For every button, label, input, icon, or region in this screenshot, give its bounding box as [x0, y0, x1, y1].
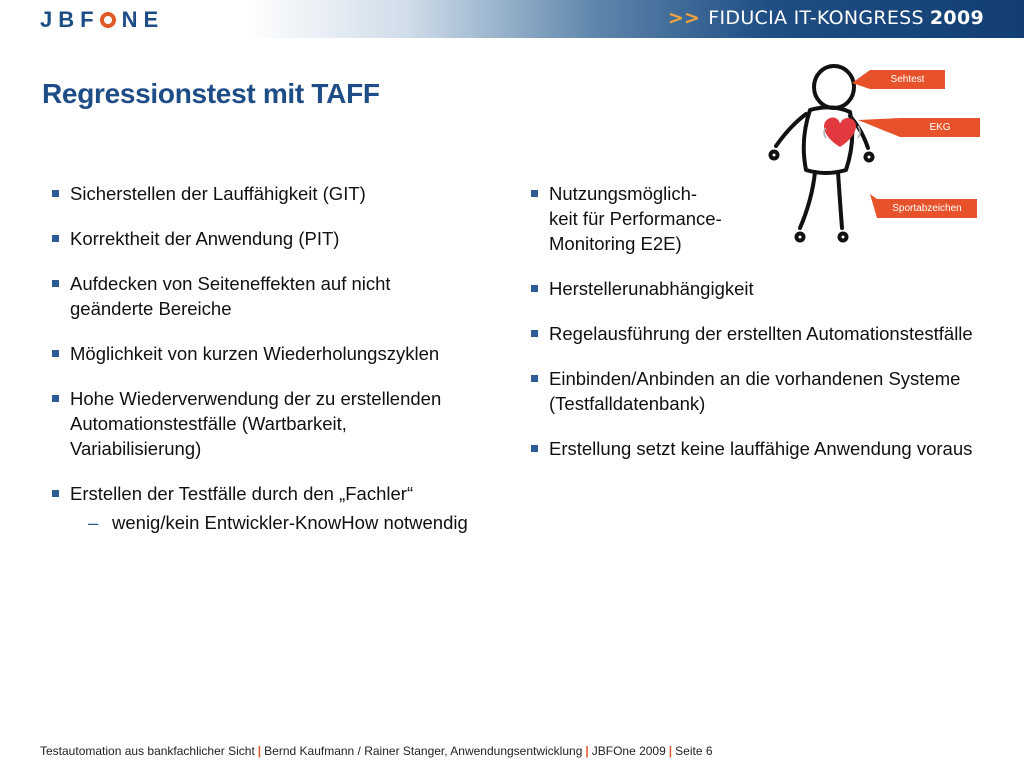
- list-item: [50, 226, 470, 251]
- sub-list-item-label: wenig/kein Entwickler-KnowHow notwendig: [112, 512, 468, 533]
- sub-list-item: [70, 510, 470, 535]
- callout-sehtest: Sehtest: [870, 70, 945, 89]
- bullet-square-icon: [52, 280, 59, 287]
- list-item-label: Erstellung setzt keine lauffähige Anwendung voraus: [549, 438, 973, 459]
- footer: [40, 744, 713, 758]
- heartbeat-wave-left: [824, 128, 826, 138]
- bullet-square-icon: [52, 350, 59, 357]
- bullet-square-icon: [52, 395, 59, 402]
- figure-left-foot: [797, 234, 804, 241]
- list-item: [50, 481, 470, 535]
- footer-authors: Bernd Kaufmann / Rainer Stanger, Anwendungsentwicklung: [264, 744, 583, 758]
- dash-icon: –: [88, 512, 99, 533]
- footer-separator: |: [257, 744, 262, 758]
- header-bar: [0, 0, 1024, 38]
- list-item-label: Einbinden/Anbinden an die vorhandenen Systeme (Testfalldatenbank): [549, 368, 961, 414]
- footer-separator: |: [668, 744, 673, 758]
- figure-left-leg: [800, 172, 815, 228]
- footer-company: JBFOne 2009: [591, 744, 666, 758]
- list-item-line: keit für Performance-: [549, 208, 722, 229]
- figure-left-arm: [776, 114, 806, 146]
- logo-ring-icon: [100, 12, 116, 28]
- figure-right-foot: [840, 234, 847, 241]
- list-item: [50, 271, 470, 321]
- bullet-square-icon: [531, 190, 538, 197]
- bullet-square-icon: [531, 285, 538, 292]
- list-item: [50, 341, 470, 366]
- jbfone-logo: [40, 8, 164, 32]
- list-item: [529, 436, 979, 461]
- list-item-label: Herstellerunabhängigkeit: [549, 278, 754, 299]
- list-item-label: Regelausführung der erstellten Automationstestfälle: [549, 323, 973, 344]
- bullet-square-icon: [52, 190, 59, 197]
- logo-text-start: JBF: [40, 7, 100, 32]
- logo-text-end: NE: [121, 7, 165, 32]
- list-item-label: Erstellen der Testfälle durch den „Fachler“: [70, 483, 414, 504]
- left-bullet-list: [50, 181, 470, 555]
- bullet-square-icon: [531, 445, 538, 452]
- congress-name: FIDUCIA IT-KONGRESS: [708, 7, 924, 29]
- figure-left-hand: [771, 152, 778, 159]
- list-item-line: Monitoring E2E): [549, 233, 682, 254]
- page-title: Regressionstest mit TAFF: [42, 78, 380, 109]
- list-item: [529, 321, 979, 346]
- callout-sportabzeichen: Sportabzeichen: [877, 199, 977, 218]
- callout-ekg: EKG: [900, 118, 980, 137]
- health-figure-illustration: [760, 62, 990, 252]
- list-item-label: Korrektheit der Anwendung (PIT): [70, 228, 340, 249]
- list-item-line: Nutzungsmöglich-: [549, 183, 698, 204]
- figure-head: [814, 66, 854, 108]
- list-item: [50, 181, 470, 206]
- footer-page-number: Seite 6: [675, 744, 713, 758]
- list-item: [529, 276, 979, 301]
- list-item: [50, 386, 470, 461]
- footer-separator: |: [585, 744, 589, 758]
- footer-topic: Testautomation aus bankfachlicher Sicht: [40, 744, 255, 758]
- congress-year: 2009: [929, 7, 984, 29]
- bullet-square-icon: [531, 375, 538, 382]
- list-item: [529, 366, 979, 416]
- congress-title: [668, 7, 984, 29]
- list-item-label: Sicherstellen der Lauffähigkeit (GIT): [70, 183, 366, 204]
- congress-arrows: >>: [667, 7, 701, 29]
- list-item-label: Aufdecken von Seiteneffekten auf nicht geänderte Bereiche: [70, 273, 391, 319]
- bullet-square-icon: [52, 235, 59, 242]
- sub-list: [70, 510, 470, 535]
- list-item-label: Möglichkeit von kurzen Wiederholungszyklen: [70, 343, 440, 364]
- bullet-square-icon: [531, 330, 538, 337]
- list-item-label: Hohe Wiederverwendung der zu erstellenden Automationstestfälle (Wartbarkeit, Variabilisierung): [70, 388, 442, 459]
- bullet-square-icon: [52, 490, 59, 497]
- figure-right-hand: [866, 154, 873, 161]
- figure-right-leg: [838, 172, 842, 228]
